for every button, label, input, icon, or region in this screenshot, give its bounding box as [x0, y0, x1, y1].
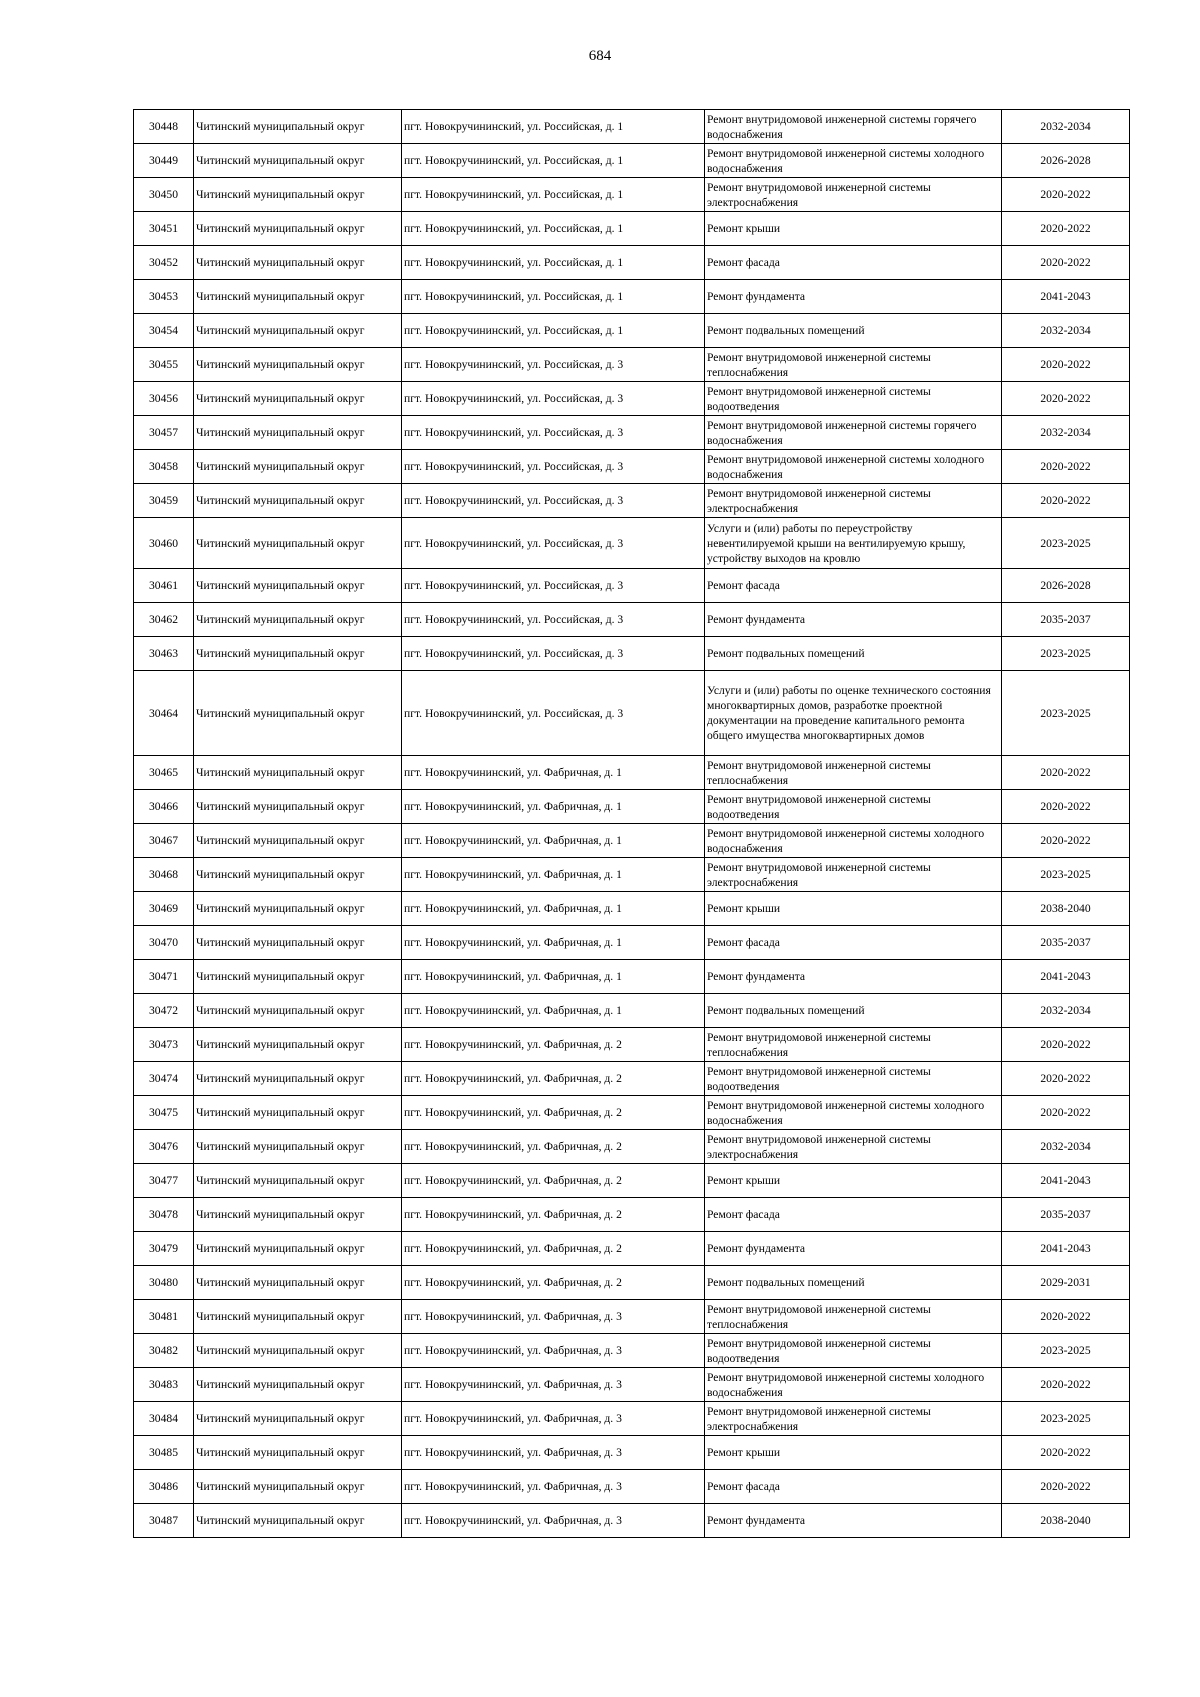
address-cell: пгт. Новокручининский, ул. Российская, д. 3: [402, 348, 705, 382]
row-number: 30483: [134, 1368, 194, 1402]
work-type-cell: Ремонт внутридомовой инженерной системы водоотведения: [705, 1062, 1002, 1096]
address-cell: пгт. Новокручининский, ул. Фабричная, д. 1: [402, 824, 705, 858]
work-type-cell: Ремонт внутридомовой инженерной системы электроснабжения: [705, 1130, 1002, 1164]
row-number: 30460: [134, 518, 194, 569]
district-cell: Читинский муниципальный округ: [194, 824, 402, 858]
table-row: [134, 246, 1130, 280]
table-row: [134, 671, 1130, 756]
address-cell: пгт. Новокручининский, ул. Российская, д. 1: [402, 280, 705, 314]
table-row: [134, 110, 1130, 144]
work-type-cell: Ремонт внутридомовой инженерной системы теплоснабжения: [705, 1028, 1002, 1062]
table-row: [134, 790, 1130, 824]
row-number: 30479: [134, 1232, 194, 1266]
work-type-cell: Ремонт внутридомовой инженерной системы холодного водоснабжения: [705, 450, 1002, 484]
address-cell: пгт. Новокручининский, ул. Фабричная, д. 2: [402, 1096, 705, 1130]
address-cell: пгт. Новокручининский, ул. Российская, д. 3: [402, 382, 705, 416]
work-type-cell: Ремонт внутридомовой инженерной системы холодного водоснабжения: [705, 144, 1002, 178]
row-number: 30469: [134, 892, 194, 926]
district-cell: Читинский муниципальный округ: [194, 1028, 402, 1062]
work-type-cell: Ремонт подвальных помещений: [705, 637, 1002, 671]
table-row: [134, 1300, 1130, 1334]
table-row: [134, 1266, 1130, 1300]
row-number: 30470: [134, 926, 194, 960]
district-cell: Читинский муниципальный округ: [194, 178, 402, 212]
row-number: 30471: [134, 960, 194, 994]
table-row: [134, 1062, 1130, 1096]
row-number: 30463: [134, 637, 194, 671]
table-row: [134, 926, 1130, 960]
address-cell: пгт. Новокручининский, ул. Фабричная, д. 2: [402, 1266, 705, 1300]
period-cell: 2038-2040: [1002, 1504, 1130, 1538]
row-number: 30478: [134, 1198, 194, 1232]
district-cell: Читинский муниципальный округ: [194, 518, 402, 569]
row-number: 30453: [134, 280, 194, 314]
period-cell: 2032-2034: [1002, 1130, 1130, 1164]
row-number: 30484: [134, 1402, 194, 1436]
table-row: [134, 1198, 1130, 1232]
table-row: [134, 1334, 1130, 1368]
row-number: 30454: [134, 314, 194, 348]
address-cell: пгт. Новокручининский, ул. Российская, д. 3: [402, 603, 705, 637]
work-type-cell: Ремонт внутридомовой инженерной системы теплоснабжения: [705, 348, 1002, 382]
district-cell: Читинский муниципальный округ: [194, 280, 402, 314]
row-number: 30476: [134, 1130, 194, 1164]
period-cell: 2035-2037: [1002, 603, 1130, 637]
row-number: 30466: [134, 790, 194, 824]
address-cell: пгт. Новокручининский, ул. Российская, д. 1: [402, 246, 705, 280]
work-type-cell: Ремонт подвальных помещений: [705, 314, 1002, 348]
address-cell: пгт. Новокручининский, ул. Фабричная, д. 3: [402, 1334, 705, 1368]
address-cell: пгт. Новокручининский, ул. Фабричная, д. 3: [402, 1504, 705, 1538]
address-cell: пгт. Новокручининский, ул. Фабричная, д. 1: [402, 858, 705, 892]
district-cell: Читинский муниципальный округ: [194, 1504, 402, 1538]
table-row: [134, 1368, 1130, 1402]
period-cell: 2020-2022: [1002, 348, 1130, 382]
district-cell: Читинский муниципальный округ: [194, 960, 402, 994]
work-type-cell: Ремонт внутридомовой инженерной системы горячего водоснабжения: [705, 416, 1002, 450]
district-cell: Читинский муниципальный округ: [194, 1266, 402, 1300]
table-row: [134, 1028, 1130, 1062]
work-type-cell: Ремонт фундамента: [705, 1232, 1002, 1266]
table-row: [134, 603, 1130, 637]
period-cell: 2020-2022: [1002, 1470, 1130, 1504]
period-cell: 2038-2040: [1002, 892, 1130, 926]
district-cell: Читинский муниципальный округ: [194, 671, 402, 756]
address-cell: пгт. Новокручининский, ул. Фабричная, д. 3: [402, 1368, 705, 1402]
work-type-cell: Ремонт крыши: [705, 1164, 1002, 1198]
period-cell: 2023-2025: [1002, 1334, 1130, 1368]
period-cell: 2032-2034: [1002, 416, 1130, 450]
period-cell: 2020-2022: [1002, 178, 1130, 212]
district-cell: Читинский муниципальный округ: [194, 382, 402, 416]
district-cell: Читинский муниципальный округ: [194, 637, 402, 671]
table-row: [134, 212, 1130, 246]
address-cell: пгт. Новокручининский, ул. Фабричная, д. 2: [402, 1130, 705, 1164]
period-cell: 2041-2043: [1002, 280, 1130, 314]
row-number: 30457: [134, 416, 194, 450]
period-cell: 2035-2037: [1002, 1198, 1130, 1232]
address-cell: пгт. Новокручининский, ул. Российская, д. 3: [402, 450, 705, 484]
district-cell: Читинский муниципальный округ: [194, 212, 402, 246]
address-cell: пгт. Новокручининский, ул. Российская, д. 1: [402, 110, 705, 144]
address-cell: пгт. Новокручининский, ул. Российская, д. 3: [402, 484, 705, 518]
district-cell: Читинский муниципальный округ: [194, 1300, 402, 1334]
row-number: 30455: [134, 348, 194, 382]
address-cell: пгт. Новокручининский, ул. Российская, д. 3: [402, 569, 705, 603]
address-cell: пгт. Новокручининский, ул. Российская, д. 1: [402, 178, 705, 212]
period-cell: 2026-2028: [1002, 569, 1130, 603]
table-row: [134, 1470, 1130, 1504]
work-type-cell: Ремонт фундамента: [705, 603, 1002, 637]
address-cell: пгт. Новокручининский, ул. Фабричная, д. 3: [402, 1300, 705, 1334]
period-cell: 2020-2022: [1002, 246, 1130, 280]
period-cell: 2023-2025: [1002, 671, 1130, 756]
table-row: [134, 518, 1130, 569]
district-cell: Читинский муниципальный округ: [194, 416, 402, 450]
address-cell: пгт. Новокручининский, ул. Фабричная, д. 1: [402, 892, 705, 926]
work-type-cell: Услуги и (или) работы по оценке технического состояния многоквартирных домов, разработке проектной документации на проведение капитального ремонта общего имущества многоквартирных домов: [705, 671, 1002, 756]
address-cell: пгт. Новокручининский, ул. Фабричная, д. 3: [402, 1402, 705, 1436]
row-number: 30467: [134, 824, 194, 858]
period-cell: 2023-2025: [1002, 858, 1130, 892]
table-row: [134, 1130, 1130, 1164]
period-cell: 2032-2034: [1002, 994, 1130, 1028]
period-cell: 2020-2022: [1002, 1300, 1130, 1334]
row-number: 30485: [134, 1436, 194, 1470]
address-cell: пгт. Новокручининский, ул. Фабричная, д. 2: [402, 1062, 705, 1096]
work-type-cell: Ремонт фундамента: [705, 1504, 1002, 1538]
table-row: [134, 382, 1130, 416]
period-cell: 2023-2025: [1002, 518, 1130, 569]
row-number: 30465: [134, 756, 194, 790]
table-row: [134, 994, 1130, 1028]
work-type-cell: Ремонт внутридомовой инженерной системы холодного водоснабжения: [705, 1096, 1002, 1130]
district-cell: Читинский муниципальный округ: [194, 926, 402, 960]
work-type-cell: Ремонт внутридомовой инженерной системы электроснабжения: [705, 858, 1002, 892]
row-number: 30475: [134, 1096, 194, 1130]
row-number: 30449: [134, 144, 194, 178]
district-cell: Читинский муниципальный округ: [194, 892, 402, 926]
table-row: [134, 824, 1130, 858]
work-type-cell: Ремонт фасада: [705, 1470, 1002, 1504]
work-type-cell: Ремонт фундамента: [705, 960, 1002, 994]
table-row: [134, 1096, 1130, 1130]
table-row: [134, 1232, 1130, 1266]
district-cell: Читинский муниципальный округ: [194, 1232, 402, 1266]
work-type-cell: Ремонт внутридомовой инженерной системы электроснабжения: [705, 1402, 1002, 1436]
period-cell: 2020-2022: [1002, 1062, 1130, 1096]
work-type-cell: Ремонт внутридомовой инженерной системы горячего водоснабжения: [705, 110, 1002, 144]
table-row: [134, 416, 1130, 450]
work-type-cell: Ремонт фундамента: [705, 280, 1002, 314]
address-cell: пгт. Новокручининский, ул. Фабричная, д. 2: [402, 1232, 705, 1266]
row-number: 30464: [134, 671, 194, 756]
address-cell: пгт. Новокручининский, ул. Фабричная, д. 1: [402, 756, 705, 790]
period-cell: 2029-2031: [1002, 1266, 1130, 1300]
period-cell: 2041-2043: [1002, 1232, 1130, 1266]
table-row: [134, 314, 1130, 348]
district-cell: Читинский муниципальный округ: [194, 756, 402, 790]
table-row: [134, 637, 1130, 671]
table-row: [134, 348, 1130, 382]
work-type-cell: Ремонт крыши: [705, 892, 1002, 926]
table-row: [134, 450, 1130, 484]
address-cell: пгт. Новокручининский, ул. Российская, д. 3: [402, 637, 705, 671]
address-cell: пгт. Новокручининский, ул. Российская, д. 3: [402, 416, 705, 450]
period-cell: 2020-2022: [1002, 824, 1130, 858]
work-type-cell: Ремонт внутридомовой инженерной системы электроснабжения: [705, 178, 1002, 212]
row-number: 30458: [134, 450, 194, 484]
district-cell: Читинский муниципальный округ: [194, 569, 402, 603]
period-cell: 2035-2037: [1002, 926, 1130, 960]
work-type-cell: Ремонт внутридомовой инженерной системы холодного водоснабжения: [705, 824, 1002, 858]
address-cell: пгт. Новокручининский, ул. Фабричная, д. 1: [402, 994, 705, 1028]
district-cell: Читинский муниципальный округ: [194, 790, 402, 824]
district-cell: Читинский муниципальный округ: [194, 450, 402, 484]
table-row: [134, 960, 1130, 994]
row-number: 30474: [134, 1062, 194, 1096]
period-cell: 2020-2022: [1002, 1368, 1130, 1402]
address-cell: пгт. Новокручининский, ул. Фабричная, д. 3: [402, 1436, 705, 1470]
address-cell: пгт. Новокручининский, ул. Фабричная, д. 2: [402, 1028, 705, 1062]
period-cell: 2041-2043: [1002, 960, 1130, 994]
row-number: 30452: [134, 246, 194, 280]
period-cell: 2026-2028: [1002, 144, 1130, 178]
row-number: 30462: [134, 603, 194, 637]
district-cell: Читинский муниципальный округ: [194, 1436, 402, 1470]
row-number: 30486: [134, 1470, 194, 1504]
row-number: 30481: [134, 1300, 194, 1334]
row-number: 30451: [134, 212, 194, 246]
table-row: [134, 178, 1130, 212]
address-cell: пгт. Новокручининский, ул. Российская, д. 3: [402, 671, 705, 756]
row-number: 30459: [134, 484, 194, 518]
address-cell: пгт. Новокручининский, ул. Фабричная, д. 1: [402, 926, 705, 960]
address-cell: пгт. Новокручининский, ул. Фабричная, д. 1: [402, 790, 705, 824]
work-type-cell: Ремонт внутридомовой инженерной системы водоотведения: [705, 382, 1002, 416]
table-row: [134, 484, 1130, 518]
row-number: 30468: [134, 858, 194, 892]
work-type-cell: Ремонт внутридомовой инженерной системы теплоснабжения: [705, 1300, 1002, 1334]
repair-schedule-table: [133, 109, 1130, 1538]
district-cell: Читинский муниципальный округ: [194, 314, 402, 348]
row-number: 30477: [134, 1164, 194, 1198]
work-type-cell: Ремонт фасада: [705, 569, 1002, 603]
table-body: [134, 110, 1130, 1538]
district-cell: Читинский муниципальный округ: [194, 1062, 402, 1096]
address-cell: пгт. Новокручининский, ул. Российская, д. 3: [402, 518, 705, 569]
period-cell: 2023-2025: [1002, 637, 1130, 671]
work-type-cell: Ремонт внутридомовой инженерной системы водоотведения: [705, 1334, 1002, 1368]
period-cell: 2020-2022: [1002, 212, 1130, 246]
period-cell: 2020-2022: [1002, 484, 1130, 518]
row-number: 30461: [134, 569, 194, 603]
work-type-cell: Ремонт крыши: [705, 1436, 1002, 1470]
period-cell: 2023-2025: [1002, 1402, 1130, 1436]
address-cell: пгт. Новокручининский, ул. Фабричная, д. 3: [402, 1470, 705, 1504]
address-cell: пгт. Новокручининский, ул. Российская, д. 1: [402, 314, 705, 348]
table-row: [134, 569, 1130, 603]
work-type-cell: Ремонт крыши: [705, 212, 1002, 246]
work-type-cell: Ремонт фасада: [705, 1198, 1002, 1232]
district-cell: Читинский муниципальный округ: [194, 484, 402, 518]
row-number: 30473: [134, 1028, 194, 1062]
district-cell: Читинский муниципальный округ: [194, 246, 402, 280]
district-cell: Читинский муниципальный округ: [194, 1198, 402, 1232]
work-type-cell: Ремонт подвальных помещений: [705, 994, 1002, 1028]
address-cell: пгт. Новокручининский, ул. Фабричная, д. 2: [402, 1198, 705, 1232]
work-type-cell: Услуги и (или) работы по переустройству невентилируемой крыши на вентилируемую крышу, устройству выходов на кровлю: [705, 518, 1002, 569]
district-cell: Читинский муниципальный округ: [194, 603, 402, 637]
district-cell: Читинский муниципальный округ: [194, 1096, 402, 1130]
district-cell: Читинский муниципальный округ: [194, 858, 402, 892]
district-cell: Читинский муниципальный округ: [194, 1334, 402, 1368]
table-row: [134, 1164, 1130, 1198]
table-row: [134, 892, 1130, 926]
address-cell: пгт. Новокручининский, ул. Российская, д. 1: [402, 144, 705, 178]
address-cell: пгт. Новокручининский, ул. Фабричная, д. 2: [402, 1164, 705, 1198]
work-type-cell: Ремонт внутридомовой инженерной системы водоотведения: [705, 790, 1002, 824]
period-cell: 2032-2034: [1002, 314, 1130, 348]
work-type-cell: Ремонт подвальных помещений: [705, 1266, 1002, 1300]
district-cell: Читинский муниципальный округ: [194, 1130, 402, 1164]
period-cell: 2020-2022: [1002, 450, 1130, 484]
period-cell: 2020-2022: [1002, 756, 1130, 790]
district-cell: Читинский муниципальный округ: [194, 1368, 402, 1402]
table-row: [134, 280, 1130, 314]
address-cell: пгт. Новокручининский, ул. Российская, д. 1: [402, 212, 705, 246]
district-cell: Читинский муниципальный округ: [194, 1402, 402, 1436]
period-cell: 2032-2034: [1002, 110, 1130, 144]
district-cell: Читинский муниципальный округ: [194, 994, 402, 1028]
table-row: [134, 756, 1130, 790]
row-number: 30480: [134, 1266, 194, 1300]
address-cell: пгт. Новокручининский, ул. Фабричная, д. 1: [402, 960, 705, 994]
table-row: [134, 858, 1130, 892]
work-type-cell: Ремонт внутридомовой инженерной системы электроснабжения: [705, 484, 1002, 518]
table-row: [134, 1436, 1130, 1470]
district-cell: Читинский муниципальный округ: [194, 110, 402, 144]
row-number: 30456: [134, 382, 194, 416]
district-cell: Читинский муниципальный округ: [194, 144, 402, 178]
row-number: 30448: [134, 110, 194, 144]
work-type-cell: Ремонт внутридомовой инженерной системы холодного водоснабжения: [705, 1368, 1002, 1402]
district-cell: Читинский муниципальный округ: [194, 1470, 402, 1504]
period-cell: 2020-2022: [1002, 1096, 1130, 1130]
period-cell: 2020-2022: [1002, 1436, 1130, 1470]
work-type-cell: Ремонт внутридомовой инженерной системы теплоснабжения: [705, 756, 1002, 790]
district-cell: Читинский муниципальный округ: [194, 348, 402, 382]
period-cell: 2041-2043: [1002, 1164, 1130, 1198]
table-row: [134, 1504, 1130, 1538]
row-number: 30482: [134, 1334, 194, 1368]
row-number: 30472: [134, 994, 194, 1028]
table-row: [134, 1402, 1130, 1436]
table-row: [134, 144, 1130, 178]
district-cell: Читинский муниципальный округ: [194, 1164, 402, 1198]
work-type-cell: Ремонт фасада: [705, 926, 1002, 960]
row-number: 30487: [134, 1504, 194, 1538]
page-number: 684: [588, 48, 612, 64]
row-number: 30450: [134, 178, 194, 212]
period-cell: 2020-2022: [1002, 382, 1130, 416]
period-cell: 2020-2022: [1002, 1028, 1130, 1062]
period-cell: 2020-2022: [1002, 790, 1130, 824]
work-type-cell: Ремонт фасада: [705, 246, 1002, 280]
